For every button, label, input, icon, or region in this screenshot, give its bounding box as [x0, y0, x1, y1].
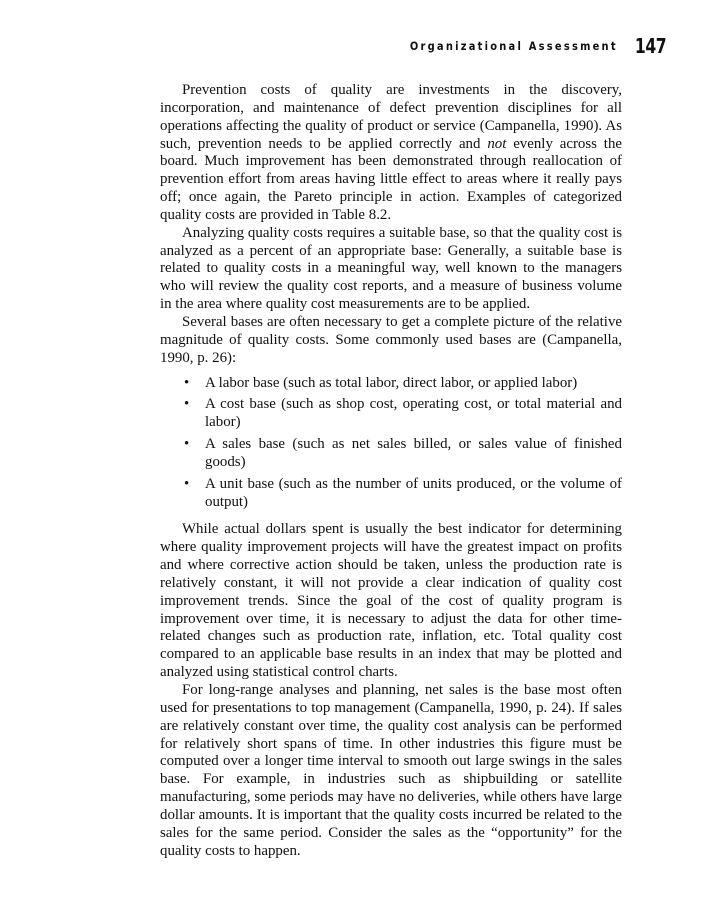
paragraph-several-bases: Several bases are often necessary to get a complete picture of the relative magnitude of quality costs. Some commonly used bases are (Campanella, 1990, p. 26): [160, 313, 622, 366]
running-header [160, 34, 666, 60]
list-item [160, 396, 622, 432]
paragraph-actual-dollars: While actual dollars spent is usually the best indicator for determining where quality improvement projects will have the greatest impact on profits and where corrective action should be taken, unless the production rate is relatively constant, it will not provide a clear indication of quality cost improvement trends. Since the goal of the cost of quality program is improvement over time, it is necessary to adjust the data for other time-related changes such as production rate, inflation, etc. Total quality cost compared to an applicable base results in an index that may be plotted and analyzed using statistical control charts. [160, 521, 622, 681]
list-item-text: A cost base (such as shop cost, operating cost, or total material and labor) [205, 396, 622, 431]
bullet-icon: • [184, 475, 190, 492]
page-number: 147 [634, 34, 666, 58]
list-item-text: A labor base (such as total labor, direct labor, or applied labor) [205, 374, 578, 391]
paragraph-prevention-costs [160, 82, 622, 225]
bullet-icon: • [184, 374, 190, 391]
paragraph-text: Prevention costs of quality are investments in the discovery, incorporation, and maintenance of defect prevention disciplines for all operations affecting the quality of product or service (Campanella, 1990). As such, prevention needs to be applied correctly and [160, 82, 622, 152]
paragraph-text: evenly across the board. Much improvement has been demonstrated through reallocation of prevention effort from areas having little effect to areas where it really pays off; once again, the Pareto principle in action. Examples of categorized quality costs are provided in Table 8.2. [160, 135, 622, 223]
bullet-icon: • [184, 436, 190, 453]
list-item [160, 375, 622, 393]
bases-list [160, 375, 622, 512]
paragraph-analyzing-costs: Analyzing quality costs requires a suitable base, so that the quality cost is analyzed as a percent of an appropriate base: Generally, a suitable base is related to quality costs in a meaningful way, well known to the managers who will review the quality cost reports, and a measure of business volume in the area where quality cost measurements are to be applied. [160, 224, 622, 313]
list-item [160, 476, 622, 512]
paragraph-long-range: For long-range analyses and planning, net sales is the base most often used for presentations to top management (Campanella, 1990, p. 24). If sales are relatively constant over time, the quality cost analysis can be performed for relatively short spans of time. In other industries this figure must be computed over a longer time interval to smooth out large swings in the sales base. For example, in industries such as shipbuilding or satellite manufacturing, some periods may have no deliveries, while others have large dollar amounts. It is important that the quality costs incurred be related to the sales for the same period. Consider the sales as the “opportunity” for the quality costs to happen. [160, 682, 622, 859]
list-item-text: A unit base (such as the number of units produced, or the volume of output) [205, 475, 622, 510]
section-title: Organizational Assessment [410, 39, 618, 53]
list-item-text: A sales base (such as net sales billed, or sales value of finished goods) [205, 436, 622, 470]
bullet-icon: • [184, 396, 190, 413]
emphasis-not: not [487, 135, 507, 152]
list-item [160, 436, 622, 472]
body-text [160, 82, 622, 860]
